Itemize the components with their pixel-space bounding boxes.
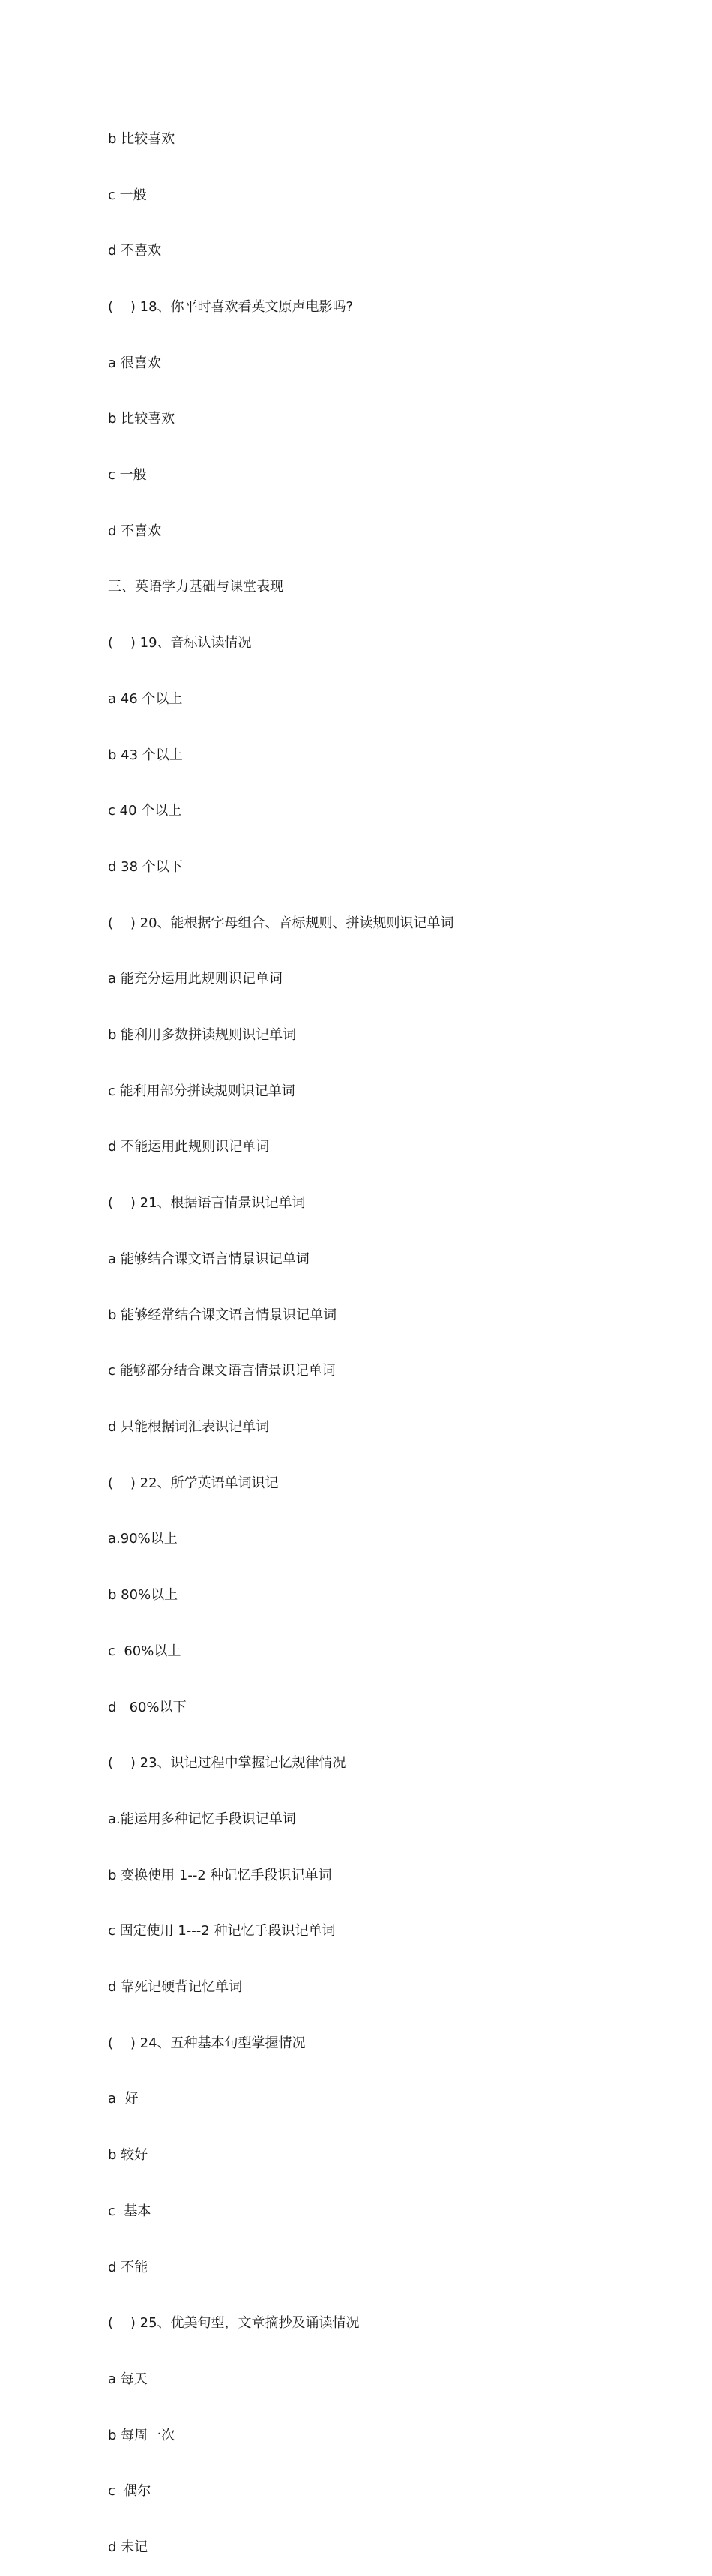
option-d-q22: d 60%以下 (108, 1699, 187, 1715)
question-22: ( ) 22、所学英语单词识记 (108, 1475, 279, 1491)
question-24: ( ) 24、五种基本句型掌握情况 (108, 2035, 306, 2051)
option-c-q21: c 能够部分结合课文语言情景识记单词 (108, 1363, 336, 1379)
option-b-q19: b 43 个以上 (108, 747, 183, 763)
question-23: ( ) 23、识记过程中掌握记忆规律情况 (108, 1755, 346, 1772)
option-c-q17: c 一般 (108, 187, 147, 203)
option-d-q25: d 未记 (108, 2539, 148, 2556)
question-25: ( ) 25、优美句型，文章摘抄及诵读情况 (108, 2315, 360, 2332)
document-text (108, 93, 678, 2576)
option-c-q19: c 40 个以上 (108, 803, 182, 819)
option-b-q20: b 能利用多数拼读规则识记单词 (108, 1027, 297, 1044)
question-21: ( ) 21、根据语言情景识记单词 (108, 1195, 306, 1212)
option-a-q22: a.90%以上 (108, 1531, 178, 1547)
option-d-q17: d 不喜欢 (108, 243, 162, 259)
option-d-q18: d 不喜欢 (108, 523, 162, 539)
option-c-q18: c 一般 (108, 467, 147, 484)
option-c-q22: c 60%以上 (108, 1643, 181, 1659)
option-d-q21: d 只能根据词汇表识记单词 (108, 1418, 270, 1435)
option-b-q23: b 变换使用 1--2 种记忆手段识记单词 (108, 1867, 332, 1883)
option-b-q25: b 每周一次 (108, 2427, 175, 2443)
option-b-q22: b 80%以上 (108, 1587, 178, 1604)
option-b-q24: b 较好 (108, 2147, 148, 2164)
option-d-q20: d 不能运用此规则识记单词 (108, 1139, 270, 1155)
option-c-q23: c 固定使用 1---2 种记忆手段识记单词 (108, 1923, 336, 1939)
option-a-q23: a.能运用多种记忆手段识记单词 (108, 1811, 296, 1827)
option-b-q21: b 能够经常结合课文语言情景识记单词 (108, 1307, 337, 1323)
option-d-q23: d 靠死记硬背记忆单词 (108, 1979, 243, 1996)
option-d-q24: d 不能 (108, 2259, 148, 2275)
option-c-q25: c 偶尔 (108, 2483, 151, 2500)
option-b-q18: b 比较喜欢 (108, 411, 175, 427)
option-a-q24: a 好 (108, 2091, 139, 2107)
section-heading-3: 三、英语学力基础与课堂表现 (108, 579, 283, 595)
option-d-q19: d 38 个以下 (108, 858, 183, 875)
option-c-q20: c 能利用部分拼读规则识记单词 (108, 1083, 295, 1099)
question-20: ( ) 20、能根据字母组合、音标规则、拼读规则识记单词 (108, 915, 454, 931)
question-19: ( ) 19、音标认读情况 (108, 635, 252, 651)
option-a-q20: a 能充分运用此规则识记单词 (108, 971, 283, 987)
option-a-q25: a 每天 (108, 2371, 148, 2387)
option-a-q18: a 很喜欢 (108, 355, 161, 371)
option-a-q19: a 46 个以上 (108, 690, 183, 707)
option-a-q21: a 能够结合课文语言情景识记单词 (108, 1251, 310, 1267)
option-b-q17: b 比较喜欢 (108, 130, 175, 147)
option-c-q24: c 基本 (108, 2203, 151, 2219)
question-18: ( ) 18、你平时喜欢看英文原声电影吗? (108, 298, 354, 315)
